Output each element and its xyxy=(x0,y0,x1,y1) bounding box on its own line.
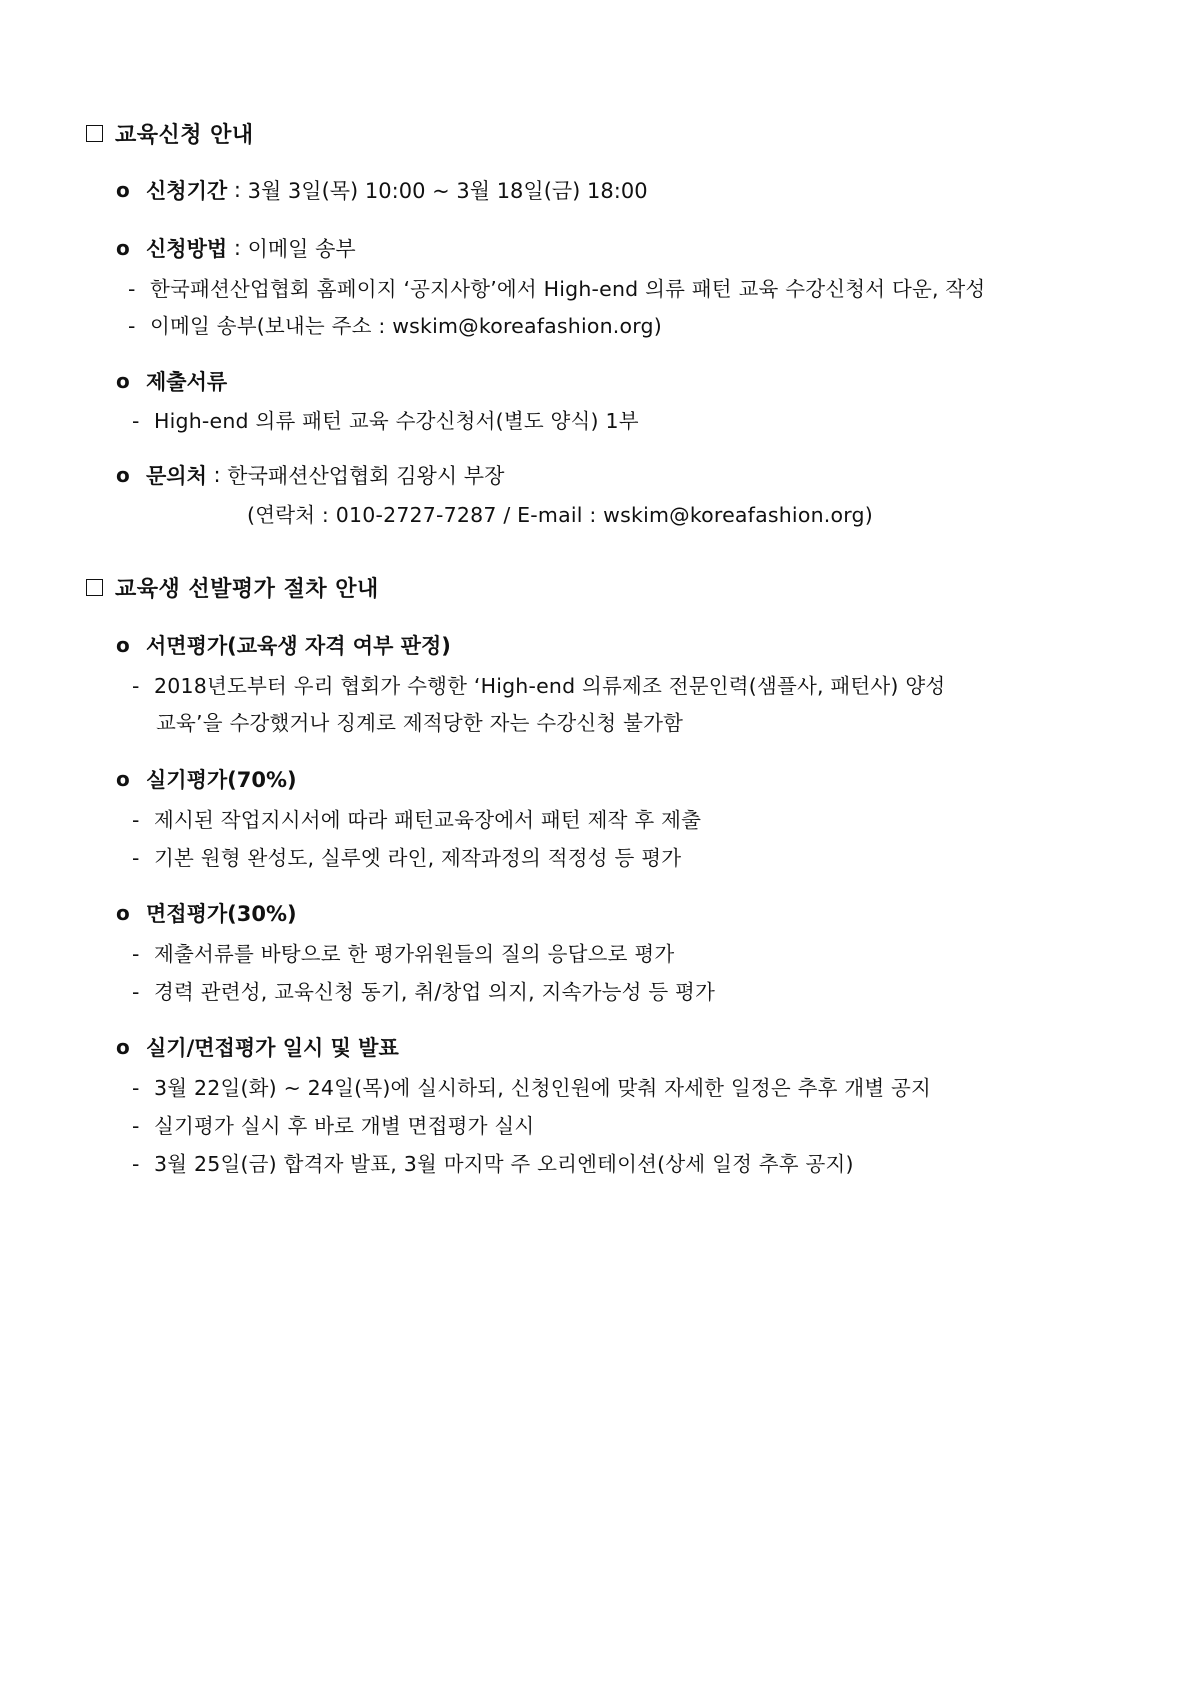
dash-bullet: - xyxy=(128,277,136,301)
item-document-evaluation xyxy=(116,630,451,660)
section-heading-text: 교육생 선발평가 절차 안내 xyxy=(115,577,379,602)
list-item-text: 3월 22일(화) ~ 24일(목)에 실시하되, 신청인원에 맞춰 자세한 일정은 추후 개별 공지 xyxy=(154,1076,932,1100)
item-value: 3월 3일(목) 10:00 ~ 3월 18일(금) 18:00 xyxy=(247,179,648,203)
list-item xyxy=(128,309,662,339)
list-item xyxy=(132,404,639,434)
list-item xyxy=(132,803,701,833)
item-title: 실기평가(70%) xyxy=(146,768,297,792)
section-heading-application xyxy=(86,118,254,149)
item-separator: : xyxy=(227,178,248,202)
item-title: 면접평가(30%) xyxy=(146,902,297,926)
item-evaluation-schedule xyxy=(116,1032,399,1062)
dash-bullet: - xyxy=(132,808,140,832)
list-item-text: 제출서류를 바탕으로 한 평가위원들의 질의 응답으로 평가 xyxy=(154,942,675,966)
item-application-period xyxy=(116,175,648,205)
dash-bullet: - xyxy=(132,409,140,433)
list-item-text: 경력 관련성, 교육신청 동기, 취/창업 의지, 지속가능성 등 평가 xyxy=(154,980,716,1004)
circle-bullet-icon: o xyxy=(116,178,130,202)
dash-bullet: - xyxy=(132,942,140,966)
circle-bullet-icon: o xyxy=(116,901,130,925)
list-item xyxy=(132,1071,931,1101)
list-item-text: 기본 원형 완성도, 실루엣 라인, 제작과정의 적정성 등 평가 xyxy=(154,846,682,870)
item-title: 신청기간 xyxy=(146,179,228,203)
circle-bullet-icon: o xyxy=(116,633,130,657)
item-title: 서면평가(교육생 자격 여부 판정) xyxy=(146,634,451,658)
list-item xyxy=(132,1109,534,1139)
item-value: 이메일 송부 xyxy=(247,237,356,261)
list-item-text: 한국패션산업협회 홈페이지 ‘공지사항’에서 High-end 의류 패턴 교육 수강신청서 다운, 작성 xyxy=(150,277,986,301)
dash-bullet: - xyxy=(132,1152,140,1176)
item-practical-evaluation xyxy=(116,764,297,794)
list-item xyxy=(132,975,715,1005)
dash-bullet: - xyxy=(132,980,140,1004)
dash-bullet: - xyxy=(132,1076,140,1100)
item-value: 한국패션산업협회 김왕시 부장 xyxy=(227,464,505,488)
circle-bullet-icon: o xyxy=(116,463,130,487)
dash-bullet: - xyxy=(132,674,140,698)
circle-bullet-icon: o xyxy=(116,369,130,393)
list-item-text: 3월 25일(금) 합격자 발표, 3월 마지막 주 오리엔테이션(상세 일정 추후 공지) xyxy=(154,1152,854,1176)
dash-bullet: - xyxy=(132,846,140,870)
item-separator: : xyxy=(206,463,228,487)
item-separator: : xyxy=(227,236,248,260)
section-heading-selection xyxy=(86,572,379,603)
circle-bullet-icon: o xyxy=(116,1035,130,1059)
list-item-text: 2018년도부터 우리 협회가 수행한 ‘High-end 의류제조 전문인력(샘플사, 패턴사) 양성 xyxy=(154,674,946,698)
item-interview-evaluation xyxy=(116,898,297,928)
list-item xyxy=(132,937,674,967)
item-contact xyxy=(116,460,504,490)
dash-bullet: - xyxy=(128,314,136,338)
item-title: 실기/면접평가 일시 및 발표 xyxy=(146,1036,399,1060)
item-title: 신청방법 xyxy=(146,237,228,261)
square-bullet-icon xyxy=(86,125,103,142)
circle-bullet-icon: o xyxy=(116,236,130,260)
list-item-text: 제시된 작업지시서에 따라 패턴교육장에서 패턴 제작 후 제출 xyxy=(154,808,702,832)
list-item-text: High-end 의류 패턴 교육 수강신청서(별도 양식) 1부 xyxy=(154,409,639,433)
list-item xyxy=(132,669,945,699)
item-title: 제출서류 xyxy=(146,370,228,394)
list-item xyxy=(128,272,985,302)
contact-details: (연락처 : 010-2727-7287 / E-mail : wskim@koreafashion.org) xyxy=(247,503,873,527)
list-item xyxy=(132,841,681,871)
list-item-text: 실기평가 실시 후 바로 개별 면접평가 실시 xyxy=(154,1114,535,1138)
circle-bullet-icon: o xyxy=(116,767,130,791)
list-item xyxy=(132,1147,854,1177)
item-documents xyxy=(116,366,227,396)
square-bullet-icon xyxy=(86,579,103,596)
item-application-method xyxy=(116,233,356,263)
list-item-text: 이메일 송부(보내는 주소 : wskim@koreafashion.org) xyxy=(150,314,662,338)
list-item-continuation: 교육’을 수강했거나 징계로 제적당한 자는 수강신청 불가함 xyxy=(156,711,684,735)
item-title: 문의처 xyxy=(146,464,207,488)
dash-bullet: - xyxy=(132,1114,140,1138)
section-heading-text: 교육신청 안내 xyxy=(115,123,254,148)
